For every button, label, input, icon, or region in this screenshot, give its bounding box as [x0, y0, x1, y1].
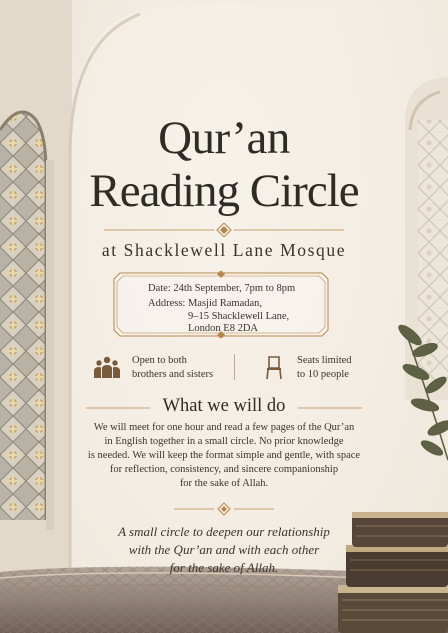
- info-open-line-2: brothers and sisters: [132, 369, 214, 380]
- quote-line-3: for the sake of Allah.: [169, 560, 279, 575]
- event-address-line-3: London E8 2DA: [188, 323, 258, 334]
- title-ornament: [0, 223, 448, 237]
- section-ornament: [0, 502, 448, 516]
- section-heading: What we will do: [162, 396, 286, 416]
- body-line-2: in English together in a small circle. No prior knowledge: [104, 436, 344, 447]
- chair-icon: [265, 356, 283, 380]
- body-line-5: for the sake of Allah.: [179, 478, 269, 489]
- people-icon: [94, 356, 120, 378]
- event-date: Date: 24th September, 7pm to 8pm: [148, 283, 296, 294]
- body-line-1: We will meet for one hour and read a few pages of the Qur’an: [93, 422, 355, 433]
- body-line-4: for reflection, consistency, and sincere companionship: [109, 464, 339, 475]
- info-open-line-1: Open to both: [132, 355, 187, 366]
- quote-line-1: A small circle to deepen our relationship: [118, 524, 330, 539]
- info-seats-line-2: to 10 people: [297, 369, 349, 380]
- title-line-1: Qur’an: [158, 112, 290, 164]
- title-line-2: Reading Circle: [89, 165, 359, 217]
- info-divider: [234, 354, 235, 380]
- quote-line-2: with the Qur’an and with each other: [128, 542, 320, 557]
- event-details-box: [112, 271, 330, 338]
- info-seats-line-1: Seats limited: [297, 355, 352, 366]
- info-row: [0, 352, 448, 388]
- body-line-3: is needed. We will keep the format simple and gentle, with space: [87, 450, 361, 461]
- event-address-line-2: 9–15 Shacklewell Lane,: [188, 311, 290, 322]
- event-address-line-1: Address: Masjid Ramadan,: [148, 298, 263, 309]
- subtitle-venue: at Shacklewell Lane Mosque: [101, 240, 347, 260]
